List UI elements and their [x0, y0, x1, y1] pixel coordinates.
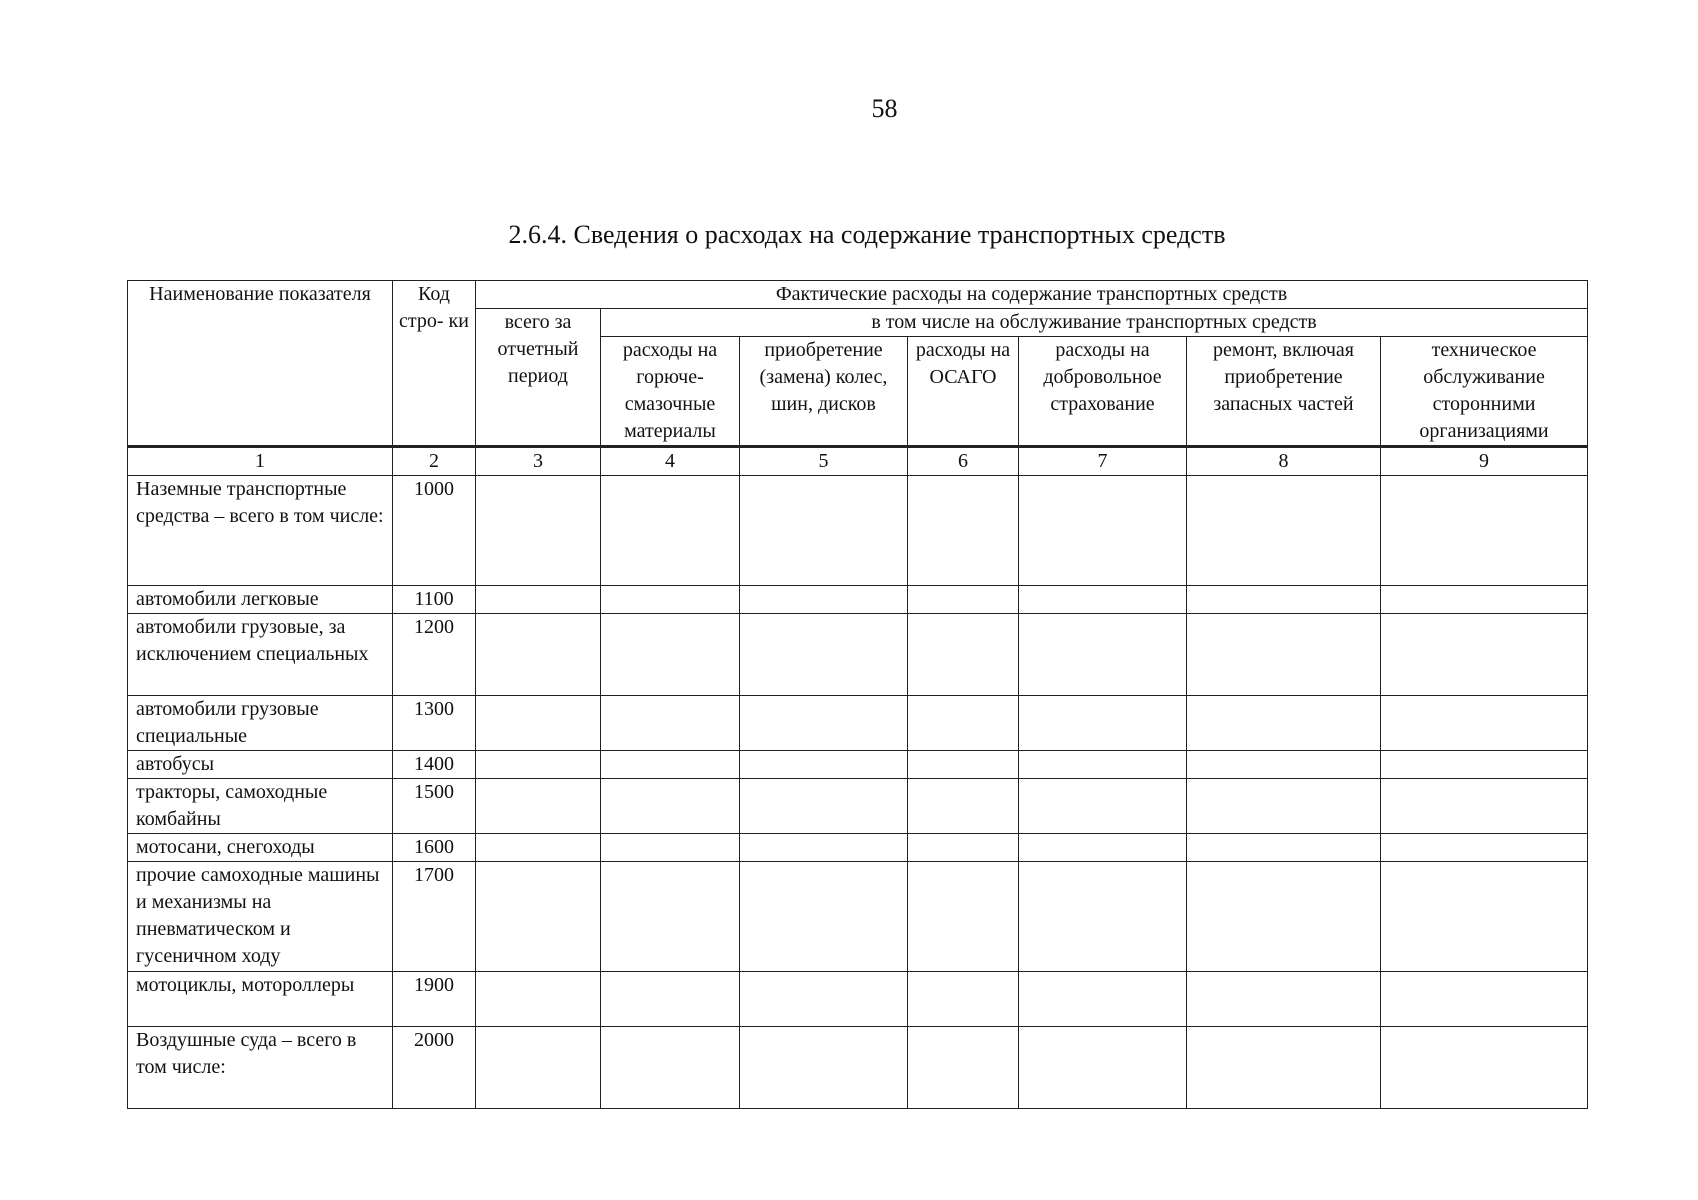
- header-third-party-maintenance: техническое обслуживание сторонними организациями: [1381, 337, 1588, 447]
- column-number: 6: [908, 447, 1019, 476]
- value-cell[interactable]: [476, 586, 601, 614]
- value-cell[interactable]: [1019, 751, 1187, 779]
- row-indicator-name: мотоциклы, мотороллеры: [128, 972, 393, 1027]
- value-cell[interactable]: [601, 696, 740, 751]
- table-row: [128, 696, 1588, 751]
- value-cell[interactable]: [908, 751, 1019, 779]
- value-cell[interactable]: [601, 751, 740, 779]
- value-cell[interactable]: [601, 1027, 740, 1109]
- row-code: 1400: [393, 751, 476, 779]
- value-cell[interactable]: [740, 696, 908, 751]
- value-cell[interactable]: [740, 862, 908, 972]
- value-cell[interactable]: [601, 834, 740, 862]
- expenses-table: [127, 280, 1588, 1109]
- table-row: [128, 751, 1588, 779]
- header-fuel-lubricants: расходы на горюче- смазочные материалы: [601, 337, 740, 447]
- header-repair-parts: ремонт, включая приобретение запасных частей: [1187, 337, 1381, 447]
- value-cell[interactable]: [740, 751, 908, 779]
- value-cell[interactable]: [1019, 862, 1187, 972]
- value-cell[interactable]: [601, 614, 740, 696]
- header-voluntary-insurance: расходы на добровольное страхование: [1019, 337, 1187, 447]
- value-cell[interactable]: [1019, 476, 1187, 586]
- column-number: 9: [1381, 447, 1588, 476]
- row-code: 1100: [393, 586, 476, 614]
- value-cell[interactable]: [476, 779, 601, 834]
- value-cell[interactable]: [1187, 834, 1381, 862]
- table-row: [128, 1027, 1588, 1109]
- table-row: [128, 779, 1588, 834]
- value-cell[interactable]: [1019, 586, 1187, 614]
- value-cell[interactable]: [601, 586, 740, 614]
- value-cell[interactable]: [1381, 696, 1588, 751]
- value-cell[interactable]: [1381, 586, 1588, 614]
- value-cell[interactable]: [1381, 862, 1588, 972]
- value-cell[interactable]: [908, 476, 1019, 586]
- header-wheels-tires: приобретение (замена) колес, шин, дисков: [740, 337, 908, 447]
- value-cell[interactable]: [476, 834, 601, 862]
- value-cell[interactable]: [740, 834, 908, 862]
- table-row: [128, 834, 1588, 862]
- row-code: 2000: [393, 1027, 476, 1109]
- value-cell[interactable]: [1019, 834, 1187, 862]
- expenses-table-container: [127, 280, 1587, 1109]
- row-indicator-name: мотосани, снегоходы: [128, 834, 393, 862]
- value-cell[interactable]: [476, 1027, 601, 1109]
- table-row: [128, 586, 1588, 614]
- value-cell[interactable]: [1019, 1027, 1187, 1109]
- header-actual-expenses: Фактические расходы на содержание транспортных средств: [476, 281, 1588, 309]
- value-cell[interactable]: [1381, 779, 1588, 834]
- value-cell[interactable]: [908, 834, 1019, 862]
- value-cell[interactable]: [908, 696, 1019, 751]
- value-cell[interactable]: [1187, 862, 1381, 972]
- row-indicator-name: Воздушные суда – всего в том числе:: [128, 1027, 393, 1109]
- section-title: 2.6.4. Сведения о расходах на содержание транспортных средств: [508, 220, 1226, 249]
- value-cell[interactable]: [1019, 972, 1187, 1027]
- value-cell[interactable]: [740, 476, 908, 586]
- table-row: [128, 862, 1588, 972]
- row-indicator-name: Наземные транспортные средства – всего в том числе:: [128, 476, 393, 586]
- value-cell[interactable]: [1187, 696, 1381, 751]
- row-code: 1200: [393, 614, 476, 696]
- row-indicator-name: автобусы: [128, 751, 393, 779]
- value-cell[interactable]: [740, 1027, 908, 1109]
- row-indicator-name: автомобили грузовые, за исключением специальных: [128, 614, 393, 696]
- row-indicator-name: автомобили грузовые специальные: [128, 696, 393, 751]
- row-code: 1900: [393, 972, 476, 1027]
- row-code: 1300: [393, 696, 476, 751]
- value-cell[interactable]: [908, 586, 1019, 614]
- value-cell[interactable]: [908, 972, 1019, 1027]
- column-number: 1: [128, 447, 393, 476]
- column-number: 4: [601, 447, 740, 476]
- value-cell[interactable]: [1019, 614, 1187, 696]
- value-cell[interactable]: [908, 862, 1019, 972]
- value-cell[interactable]: [1381, 834, 1588, 862]
- table-row: [128, 614, 1588, 696]
- value-cell[interactable]: [476, 614, 601, 696]
- value-cell[interactable]: [908, 779, 1019, 834]
- table-header: [128, 281, 1588, 447]
- value-cell[interactable]: [740, 779, 908, 834]
- value-cell[interactable]: [1187, 586, 1381, 614]
- column-number-row: [128, 447, 1588, 476]
- value-cell[interactable]: [1381, 614, 1588, 696]
- value-cell[interactable]: [1381, 751, 1588, 779]
- table-row: [128, 476, 1588, 586]
- page-number: 58: [871, 94, 898, 123]
- value-cell[interactable]: [476, 751, 601, 779]
- row-code: 1500: [393, 779, 476, 834]
- row-code: 1700: [393, 862, 476, 972]
- row-indicator-name: тракторы, самоходные комбайны: [128, 779, 393, 834]
- row-code: 1000: [393, 476, 476, 586]
- value-cell[interactable]: [908, 1027, 1019, 1109]
- column-number: 3: [476, 447, 601, 476]
- row-indicator-name: автомобили легковые: [128, 586, 393, 614]
- value-cell[interactable]: [601, 972, 740, 1027]
- value-cell[interactable]: [1187, 1027, 1381, 1109]
- column-number: 5: [740, 447, 908, 476]
- value-cell[interactable]: [1187, 751, 1381, 779]
- value-cell[interactable]: [476, 862, 601, 972]
- header-osago: расходы на ОСАГО: [908, 337, 1019, 447]
- column-number: 8: [1187, 447, 1381, 476]
- value-cell[interactable]: [476, 476, 601, 586]
- value-cell[interactable]: [1019, 779, 1187, 834]
- value-cell[interactable]: [601, 476, 740, 586]
- table-body: [128, 447, 1588, 1109]
- value-cell[interactable]: [740, 614, 908, 696]
- value-cell[interactable]: [908, 614, 1019, 696]
- value-cell[interactable]: [1381, 1027, 1588, 1109]
- value-cell[interactable]: [1187, 972, 1381, 1027]
- header-total-period: всего за отчетный период: [476, 309, 601, 447]
- value-cell[interactable]: [1381, 972, 1588, 1027]
- value-cell[interactable]: [1187, 779, 1381, 834]
- value-cell[interactable]: [601, 862, 740, 972]
- value-cell[interactable]: [1381, 476, 1588, 586]
- header-indicator-name: Наименование показателя: [128, 281, 393, 447]
- value-cell[interactable]: [740, 972, 908, 1027]
- value-cell[interactable]: [1019, 696, 1187, 751]
- value-cell[interactable]: [601, 779, 740, 834]
- header-including-service: в том числе на обслуживание транспортных средств: [601, 309, 1588, 337]
- column-number: 7: [1019, 447, 1187, 476]
- value-cell[interactable]: [476, 696, 601, 751]
- value-cell[interactable]: [1187, 614, 1381, 696]
- row-code: 1600: [393, 834, 476, 862]
- row-indicator-name: прочие самоходные машины и механизмы на пневматическом и гусеничном ходу: [128, 862, 393, 972]
- value-cell[interactable]: [476, 972, 601, 1027]
- header-row-code: Код стро- ки: [393, 281, 476, 447]
- value-cell[interactable]: [740, 586, 908, 614]
- column-number: 2: [393, 447, 476, 476]
- value-cell[interactable]: [1187, 476, 1381, 586]
- table-row: [128, 972, 1588, 1027]
